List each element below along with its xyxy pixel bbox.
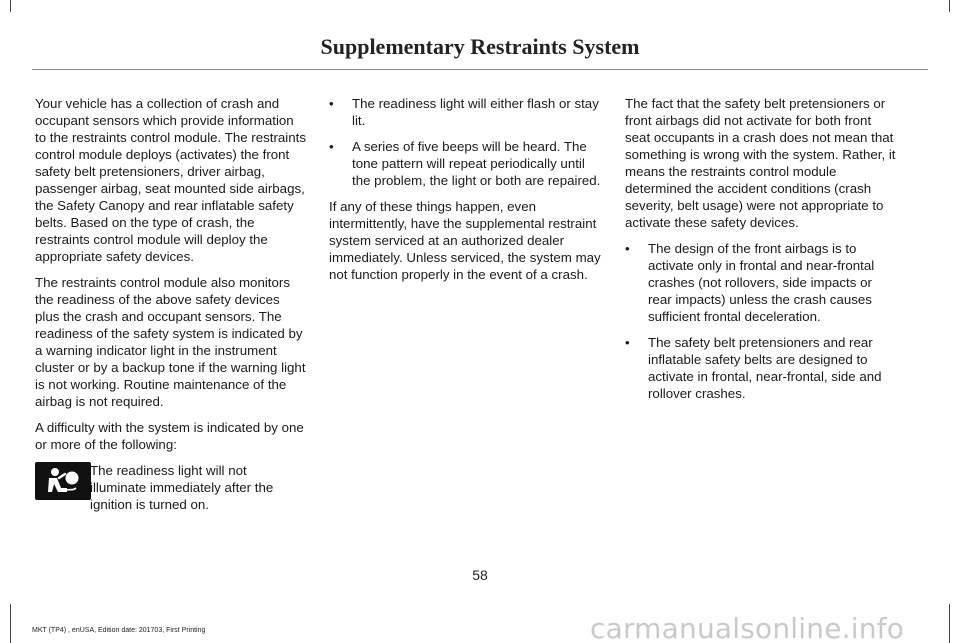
paragraph-service: If any of these things happen, even intermittently, have the supplemental restraint system serviced at an authorized dealer immediately. Unless serviced, the system may not function properly in the event of a crash. [329, 199, 601, 282]
paragraph-sensors: Your vehicle has a collection of crash and occupant sensors which provide information to the restraints control module. The restraints control module deploys (activates) the front safety belt pretensioners, driver airbag, passenger airbag, seat mounted side airbags, the Safety Canopy and rear inflatable safety belts. Based on the type of crash, the restraints control module will deploy the appropriate safety devices. [35, 96, 306, 264]
list-item [625, 240, 897, 325]
list-item [625, 334, 897, 402]
column-right [625, 95, 897, 411]
column-left [35, 95, 306, 512]
page-title: Supplementary Restraints System [320, 34, 640, 59]
indicator-item [35, 462, 306, 512]
list-item-text: The readiness light will either flash or stay lit. [352, 96, 599, 128]
bullet-icon: • [329, 139, 334, 154]
paragraph-activation: The fact that the safety belt pretensioners or front airbags did not activate for both front seat occupants in a crash does not mean that something is wrong with the system. Rather, it means the restraints control module determined the accident conditions (crash severity, belt usage) were not appropriate to activate these safety devices. [625, 96, 896, 230]
title-divider [32, 69, 928, 70]
crop-mark-top-right [949, 0, 950, 12]
bullet-icon: • [329, 96, 334, 111]
list-item-text: The safety belt pretensioners and rear inflatable safety belts are designed to activate in frontal, near-frontal, side and rollover crashes. [648, 335, 882, 401]
crop-mark-top-left [10, 0, 11, 12]
bullet-icon: • [625, 335, 630, 350]
edition-footer: MKT (TP4) , enUSA, Edition date: 201703, First Printing [32, 627, 206, 634]
crop-mark-bottom-left [10, 604, 11, 643]
list-item-text: The design of the front airbags is to activate only in frontal and near-frontal crashes (not rollovers, side impacts or rear impacts) unless the crash causes sufficient frontal deceleration. [648, 241, 875, 324]
bullet-icon: • [625, 241, 630, 256]
paragraph-difficulty: A difficulty with the system is indicated by one or more of the following: [35, 420, 304, 452]
column-middle [329, 95, 601, 292]
indicator-text: The readiness light will not illuminate immediately after the ignition is turned on. [90, 463, 274, 512]
crop-mark-bottom-right [949, 604, 950, 643]
page-number: 58 [472, 567, 488, 583]
watermark: carmanualsonline.info [590, 612, 905, 643]
airbag-warning-icon [35, 462, 91, 500]
paragraph-monitoring: The restraints control module also monitors the readiness of the above safety devices plus the crash and occupant sensors. The readiness of the safety system is indicated by a warning indicator light in the instrument cluster or by a backup tone if the warning light is not working. Routine maintenance of the airbag is not required. [35, 275, 306, 409]
list-item-text: A series of five beeps will be heard. The tone pattern will repeat periodically until the problem, the light or both are repaired. [352, 139, 601, 188]
list-item [329, 95, 601, 129]
list-item [329, 138, 601, 189]
